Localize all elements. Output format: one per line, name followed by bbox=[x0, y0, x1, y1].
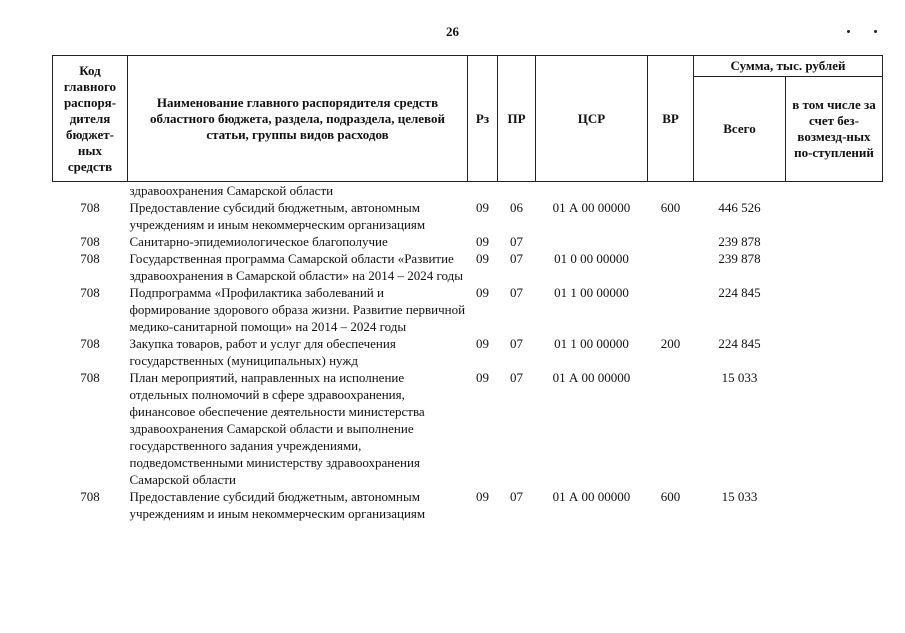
cell-pr: 07 bbox=[510, 370, 523, 385]
cell-code: 708 bbox=[80, 336, 100, 351]
header-name: Наименование главного распорядителя средств областного бюджета, раздела, подраздела, целевой статьи, группы видов расходов bbox=[128, 56, 468, 182]
cell-incl bbox=[786, 284, 883, 335]
cell-code: 708 bbox=[80, 370, 100, 385]
header-vr: ВР bbox=[648, 56, 694, 182]
cell-pr: 06 bbox=[510, 200, 523, 215]
header-code: Код главного распоря-дителя бюджет-ных средств bbox=[53, 56, 128, 182]
table-row bbox=[53, 488, 883, 522]
cell-csr: 01 1 00 00000 bbox=[554, 336, 629, 351]
cell-rz: 09 bbox=[476, 370, 489, 385]
cell-rz: 09 bbox=[476, 336, 489, 351]
cell-total: 239 878 bbox=[718, 251, 761, 266]
cell-total: 224 845 bbox=[718, 285, 761, 300]
cell-pr: 07 bbox=[510, 336, 523, 351]
cell-code: 708 bbox=[80, 234, 100, 249]
cell-csr: 01 0 00 00000 bbox=[554, 251, 629, 266]
cell-name: План мероприятий, направленных на исполнение отдельных полномочий в сфере здравоохранения, финансовое обеспечение деятельности министерства здравоохранения Самарской области и выполнение государственного задания учреждениями, подведомственными министерству здравоохранения Самарской области bbox=[129, 370, 425, 487]
cell-total: 15 033 bbox=[721, 370, 758, 385]
header-incl: в том числе за счет без-возмезд-ных по-ступлений bbox=[786, 77, 883, 182]
cell-total: 15 033 bbox=[721, 489, 758, 504]
header-pr: ПР bbox=[498, 56, 536, 182]
cell-code: 708 bbox=[80, 200, 100, 215]
cell-name: здравоохранения Самарской области bbox=[129, 183, 334, 198]
cell-code: 708 bbox=[80, 285, 100, 300]
cell-pr: 07 bbox=[510, 234, 523, 249]
cell-vr: 600 bbox=[660, 200, 681, 215]
table-row bbox=[53, 250, 883, 284]
cell-csr: 01 А 00 00000 bbox=[552, 200, 631, 215]
cell-vr: 600 bbox=[660, 489, 681, 504]
budget-table bbox=[52, 55, 883, 522]
header-csr: ЦСР bbox=[536, 56, 648, 182]
cell-rz: 09 bbox=[476, 200, 489, 215]
cell-incl bbox=[786, 233, 883, 250]
cell-pr: 07 bbox=[510, 489, 523, 504]
cell-incl bbox=[786, 335, 883, 369]
cell-vr bbox=[648, 369, 694, 488]
cell-total: 224 845 bbox=[718, 336, 761, 351]
table-row bbox=[53, 233, 883, 250]
cell-vr bbox=[648, 284, 694, 335]
scan-speck bbox=[874, 30, 877, 33]
cell-total bbox=[694, 182, 786, 200]
header-sum-group: Сумма, тыс. рублей bbox=[694, 56, 883, 77]
header-total: Всего bbox=[694, 77, 786, 182]
cell-vr bbox=[648, 250, 694, 284]
cell-name: Санитарно-эпидемиологическое благополучие bbox=[129, 234, 388, 249]
cell-csr bbox=[536, 182, 648, 200]
cell-csr: 01 1 00 00000 bbox=[554, 285, 629, 300]
cell-total: 239 878 bbox=[718, 234, 761, 249]
table-row bbox=[53, 199, 883, 233]
table-row bbox=[53, 335, 883, 369]
cell-incl bbox=[786, 182, 883, 200]
cell-incl bbox=[786, 250, 883, 284]
cell-code: 708 bbox=[80, 489, 100, 504]
cell-vr: 200 bbox=[660, 336, 681, 351]
cell-pr: 07 bbox=[510, 251, 523, 266]
cell-name: Государственная программа Самарской области «Развитие здравоохранения в Самарской области» на 2014 – 2024 годы bbox=[129, 251, 463, 283]
table-row bbox=[53, 182, 883, 200]
cell-code bbox=[53, 182, 128, 200]
table-header bbox=[53, 56, 883, 182]
cell-rz bbox=[468, 182, 498, 200]
cell-total: 446 526 bbox=[718, 200, 761, 215]
cell-incl bbox=[786, 369, 883, 488]
cell-pr: 07 bbox=[510, 285, 523, 300]
cell-rz: 09 bbox=[476, 285, 489, 300]
cell-name: Подпрограмма «Профилактика заболеваний и формирование здорового образа жизни. Развитие первичной медико-санитарной помощи» на 2014 – 2024 годы bbox=[129, 285, 466, 334]
cell-name: Закупка товаров, работ и услуг для обеспечения государственных (муниципальных) нужд bbox=[129, 336, 396, 368]
cell-incl bbox=[786, 488, 883, 522]
scan-speck bbox=[847, 30, 850, 33]
table-row bbox=[53, 369, 883, 488]
cell-name: Предоставление субсидий бюджетным, автономным учреждениям и иным некоммерческим организациям bbox=[129, 489, 426, 521]
header-rz: Рз bbox=[468, 56, 498, 182]
cell-csr bbox=[536, 233, 648, 250]
cell-name: Предоставление субсидий бюджетным, автономным учреждениям и иным некоммерческим организациям bbox=[129, 200, 426, 232]
cell-rz: 09 bbox=[476, 489, 489, 504]
cell-csr: 01 А 00 00000 bbox=[552, 370, 631, 385]
cell-rz: 09 bbox=[476, 234, 489, 249]
cell-incl bbox=[786, 199, 883, 233]
table-row bbox=[53, 284, 883, 335]
cell-vr bbox=[648, 233, 694, 250]
cell-csr: 01 А 00 00000 bbox=[552, 489, 631, 504]
page-number: 26 bbox=[446, 24, 459, 39]
cell-vr bbox=[648, 182, 694, 200]
cell-rz: 09 bbox=[476, 251, 489, 266]
table-body bbox=[53, 182, 883, 523]
cell-code: 708 bbox=[80, 251, 100, 266]
cell-pr bbox=[498, 182, 536, 200]
